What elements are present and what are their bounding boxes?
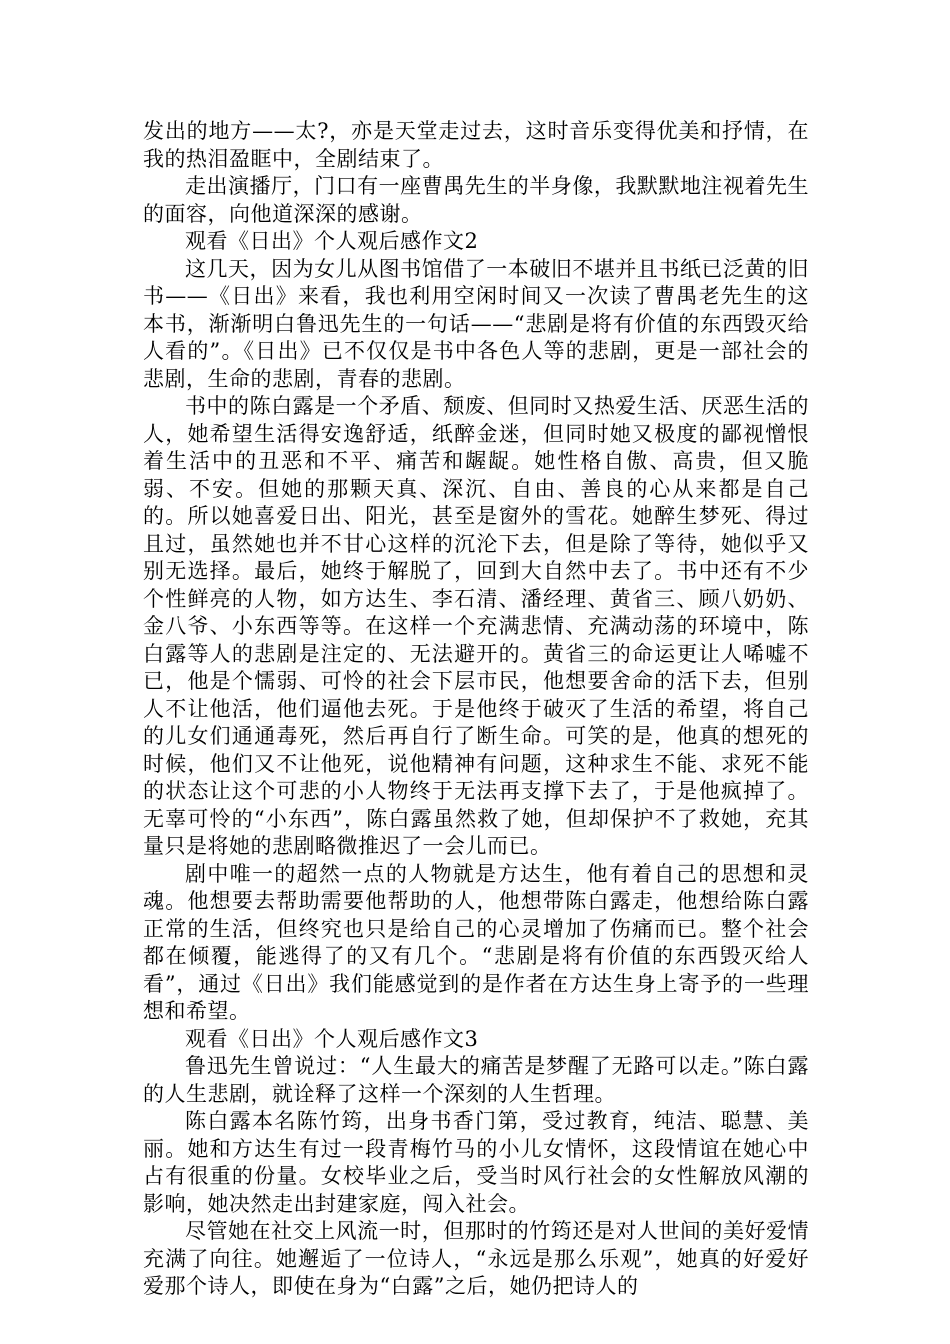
paragraph-continuation: 发出的地方——太?，亦是天堂走过去，这时音乐变得优美和抒情，在我的热泪盈眶中，全剧结束了。: [143, 119, 809, 171]
paragraph: 走出演播厅，门口有一座曹禺先生的半身像，我默默地注视着先生的面容，向他道深深的感谢。: [143, 174, 809, 226]
paragraph: 陈白露本名陈竹筠，出身书香门第，受过教育，纯洁、聪慧、美丽。她和方达生有过一段青梅竹马的小儿女情怀，这段情谊在她心中占有很重的份量。女校毕业之后，受当时风行社会的女性解放风潮的影响，她决然走出封建家庭，闯入社会。: [143, 1109, 809, 1216]
paragraph: 尽管她在社交上风流一时，但那时的竹筠还是对人世间的美好爱情充满了向往。她邂逅了一位诗人，“永远是那么乐观”，她真的好爱好爱那个诗人，即使在身为“白露”之后，她仍把诗人的: [143, 1219, 809, 1298]
paragraph: 这几天，因为女儿从图书馆借了一本破旧不堪并且书纸已泛黄的旧书——《日出》来看，我也利用空闲时间又一次读了曹禺老先生的这本书，渐渐明白鲁迅先生的一句话——“悲剧是将有价值的东西毁灭给人看的”。《日出》已不仅仅是书中各色人等的悲剧，更是一部社会的悲剧，生命的悲剧，青春的悲剧。: [143, 256, 809, 391]
section-heading: 观看《日出》个人观后感作文3: [185, 1026, 479, 1051]
paragraph: 书中的陈白露是一个矛盾、颓废、但同时又热爱生活、厌恶生活的人，她希望生活得安逸舒适，纸醉金迷，但同时她又极度的鄙视憎恨着生活中的丑恶和不平、痛苦和龌龊。她性格自傲、高贵，但又脆弱、不安。但她的那颗天真、深沉、自由、善良的心从来都是自己的。所以她喜爱日出、阳光，甚至是窗外的雪花。她醉生梦死、得过且过，虽然她也并不甘心这样的沉沦下去，但是除了等待，她似乎又别无选择。最后，她终于解脱了，回到大自然中去了。书中还有不少个性鲜亮的人物，如方达生、李石清、潘经理、黄省三、顾八奶奶、金八爷、小东西等等。在这样一个充满悲情、充满动荡的环境中，陈白露等人的悲剧是注定的、无法避开的。黄省三的命运更让人唏嘘不已，他是个懦弱、可怜的社会下层市民，他想要舍命的活下去，但别人不让他活，他们逼他去死。于是他终于破灭了生活的希望，将自己的儿女们通通毒死，然后再自行了断生命。可笑的是，他真的想死的时候，他们又不让他死，说他精神有问题，这种求生不能、求死不能的状态让这个可悲的小人物终于无法再支撑下去了，于是他疯掉了。无辜可怜的“小东西”，陈白露虽然救了她，但却保护不了救她，充其量只是将她的悲剧略微推迟了一会儿而已。: [143, 394, 809, 858]
document-page: [143, 118, 809, 1301]
section-heading: 观看《日出》个人观后感作文2: [185, 229, 479, 253]
paragraph: 剧中唯一的超然一点的人物就是方达生，他有着自己的思想和灵魂。他想要去帮助需要他帮助的人，他想带陈白露走，他想给陈白露正常的生活，但终究也只是给自己的心灵增加了伤痛而已。整个社会都在倾覆，能逃得了的又有几个。“悲剧是将有价值的东西毁灭给人看”，通过《日出》我们能感觉到的是作者在方达生身上寄予的一些理想和希望。: [143, 861, 809, 1023]
paragraph: 鲁迅先生曾说过：“人生最大的痛苦是梦醒了无路可以走。”陈白露的人生悲剧，就诠释了这样一个深刻的人生哲理。: [143, 1054, 809, 1106]
